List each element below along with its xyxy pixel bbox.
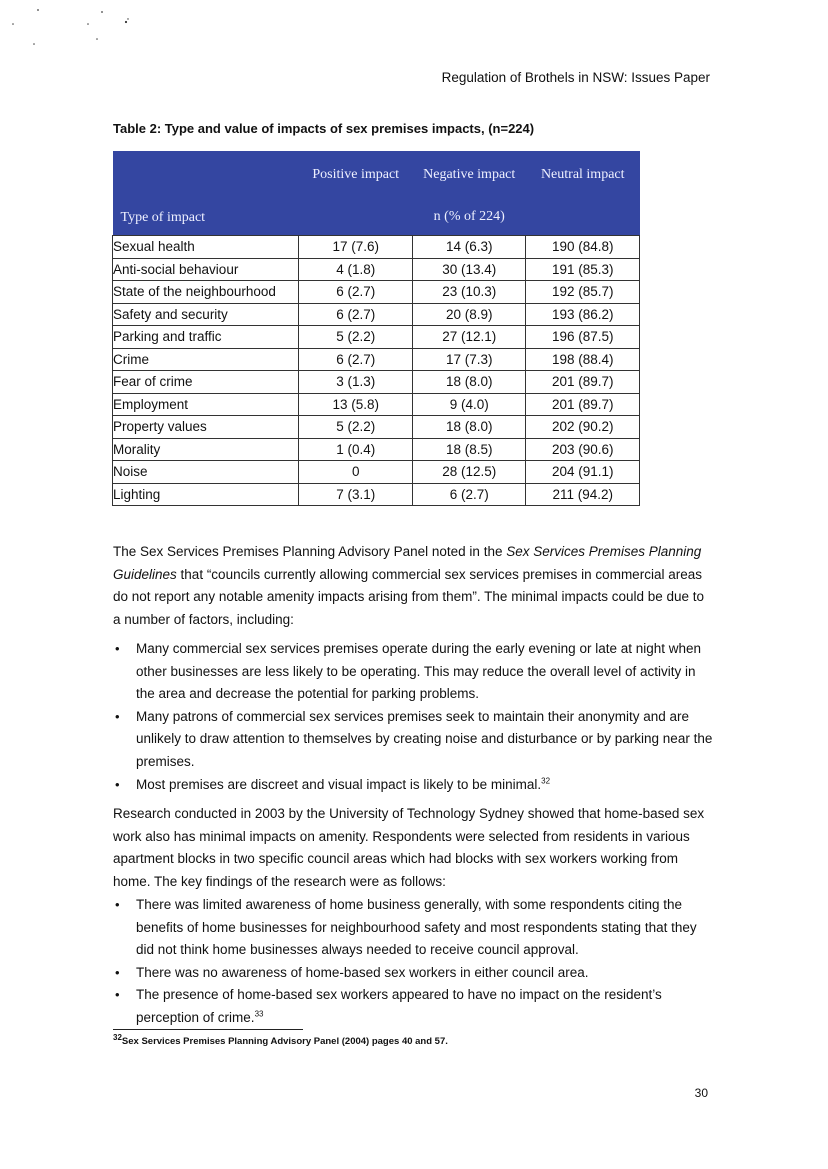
table-row bbox=[113, 483, 640, 506]
neutral-cell: 198 (88.4) bbox=[526, 348, 640, 371]
impact-type-cell: Noise bbox=[113, 461, 299, 484]
positive-cell: 5 (2.2) bbox=[299, 326, 413, 349]
impact-type-cell: State of the neighbourhood bbox=[113, 281, 299, 304]
neutral-cell: 193 (86.2) bbox=[526, 303, 640, 326]
list-item-text: There was limited awareness of home business generally, with some respondents citing the benefits of home businesses for neighbourhood safety and most respondents stating that they did not think home businesses always needed to receive council approval. bbox=[136, 897, 697, 958]
impacts-table bbox=[112, 151, 640, 506]
neutral-cell: 211 (94.2) bbox=[526, 483, 640, 506]
neutral-cell: 191 (85.3) bbox=[526, 258, 640, 281]
footnote-reference: 32 bbox=[541, 776, 551, 786]
table-row bbox=[113, 371, 640, 394]
impact-type-cell: Morality bbox=[113, 438, 299, 461]
list-item-text: Many commercial sex services premises operate during the early evening or late at night when other businesses are less likely to be operating. This may reduce the overall level of activity in the area and decrease the potential for parking problems. bbox=[136, 641, 702, 702]
paragraph-sex-services-panel bbox=[113, 541, 715, 631]
paragraph-uts-research bbox=[113, 803, 715, 893]
para1-before: The Sex Services Premises Planning Advisory Panel noted in the bbox=[113, 544, 507, 559]
neutral-cell: 201 (89.7) bbox=[526, 371, 640, 394]
table-caption: Table 2: Type and value of impacts of sex premises impacts, (n=224) bbox=[113, 121, 535, 136]
impact-type-cell: Parking and traffic bbox=[113, 326, 299, 349]
impact-type-cell: Lighting bbox=[113, 483, 299, 506]
negative-cell: 28 (12.5) bbox=[412, 461, 526, 484]
negative-cell: 6 (2.7) bbox=[412, 483, 526, 506]
list-item bbox=[113, 894, 715, 962]
neutral-cell: 196 (87.5) bbox=[526, 326, 640, 349]
table-row bbox=[113, 326, 640, 349]
negative-cell: 27 (12.1) bbox=[412, 326, 526, 349]
positive-cell: 5 (2.2) bbox=[299, 416, 413, 439]
impact-type-cell: Employment bbox=[113, 393, 299, 416]
negative-cell: 18 (8.5) bbox=[412, 438, 526, 461]
positive-cell: 0 bbox=[299, 461, 413, 484]
list-item-text: The presence of home-based sex workers appeared to have no impact on the resident’s perception of crime. bbox=[136, 987, 662, 1025]
neutral-cell: 203 (90.6) bbox=[526, 438, 640, 461]
bullet-icon: • bbox=[115, 897, 120, 912]
unit-header: n (% of 224) bbox=[299, 197, 640, 236]
positive-impact-header: Positive impact bbox=[299, 151, 413, 197]
impact-type-cell: Anti-social behaviour bbox=[113, 258, 299, 281]
positive-cell: 6 (2.7) bbox=[299, 303, 413, 326]
footnote-reference: 33 bbox=[254, 1009, 264, 1019]
negative-cell: 18 (8.0) bbox=[412, 416, 526, 439]
table-row bbox=[113, 236, 640, 259]
positive-cell: 6 (2.7) bbox=[299, 348, 413, 371]
bullet-icon: • bbox=[115, 708, 120, 724]
impact-type-cell: Property values bbox=[113, 416, 299, 439]
negative-cell: 30 (13.4) bbox=[412, 258, 526, 281]
positive-cell: 1 (0.4) bbox=[299, 438, 413, 461]
negative-cell: 23 (10.3) bbox=[412, 281, 526, 304]
footnote-text: Sex Services Premises Planning Advisory Panel (2004) pages 40 and 57. bbox=[121, 1036, 448, 1047]
neutral-cell: 201 (89.7) bbox=[526, 393, 640, 416]
footnote-rule bbox=[113, 1029, 303, 1030]
bullet-icon: • bbox=[115, 641, 120, 656]
table-row bbox=[113, 438, 640, 461]
negative-cell: 17 (7.3) bbox=[412, 348, 526, 371]
negative-cell: 18 (8.0) bbox=[412, 371, 526, 394]
bullet-list-findings bbox=[113, 894, 715, 1030]
neutral-impact-header: Neutral impact bbox=[526, 151, 640, 197]
scan-specks bbox=[0, 0, 140, 60]
impact-type-cell: Sexual health bbox=[113, 236, 299, 259]
negative-cell: 14 (6.3) bbox=[412, 236, 526, 259]
list-item bbox=[113, 638, 715, 706]
bullet-icon: • bbox=[115, 776, 120, 792]
table-row bbox=[113, 348, 640, 371]
bullet-icon: • bbox=[115, 987, 120, 1003]
positive-cell: 3 (1.3) bbox=[299, 371, 413, 394]
running-header: Regulation of Brothels in NSW: Issues Paper bbox=[441, 70, 710, 85]
neutral-cell: 192 (85.7) bbox=[526, 281, 640, 304]
negative-impact-header: Negative impact bbox=[412, 151, 526, 197]
neutral-cell: 204 (91.1) bbox=[526, 461, 640, 484]
list-item bbox=[113, 962, 715, 985]
table-row bbox=[113, 461, 640, 484]
table-row bbox=[113, 393, 640, 416]
page-number: 30 bbox=[694, 1086, 708, 1100]
list-item bbox=[113, 706, 715, 774]
guidelines-title: Sex Services Premises Planning Guidelines bbox=[113, 544, 702, 582]
list-item-text: Most premises are discreet and visual impact is likely to be minimal. bbox=[136, 776, 542, 792]
positive-cell: 17 (7.6) bbox=[299, 236, 413, 259]
list-item bbox=[113, 984, 715, 1029]
impact-type-cell: Safety and security bbox=[113, 303, 299, 326]
footnote-marker: 32 bbox=[113, 1032, 122, 1042]
impact-type-cell: Crime bbox=[113, 348, 299, 371]
bullet-list-factors bbox=[113, 638, 715, 796]
positive-cell: 6 (2.7) bbox=[299, 281, 413, 304]
type-of-impact-header: Type of impact bbox=[113, 151, 299, 236]
list-item bbox=[113, 774, 715, 797]
table-row bbox=[113, 258, 640, 281]
table-header-row bbox=[113, 151, 640, 197]
positive-cell: 13 (5.8) bbox=[299, 393, 413, 416]
negative-cell: 20 (8.9) bbox=[412, 303, 526, 326]
table-body bbox=[113, 236, 640, 506]
impact-type-cell: Fear of crime bbox=[113, 371, 299, 394]
negative-cell: 9 (4.0) bbox=[412, 393, 526, 416]
table-row bbox=[113, 303, 640, 326]
neutral-cell: 202 (90.2) bbox=[526, 416, 640, 439]
table-row bbox=[113, 416, 640, 439]
bullet-icon: • bbox=[115, 964, 120, 980]
positive-cell: 4 (1.8) bbox=[299, 258, 413, 281]
para2-text: Research conducted in 2003 by the University of Technology Sydney showed that home-based sex work also has minimal impacts on amenity. Respondents were selected from residents in various apartment blocks in two specific council areas which had blocks with sex workers working from home. The key findings of the research were as follows: bbox=[113, 806, 705, 889]
table-row bbox=[113, 281, 640, 304]
list-item-text: Many patrons of commercial sex services premises seek to maintain their anonymity and are unlikely to draw attention to themselves by creating noise and disturbance or by parking near the premises. bbox=[136, 708, 713, 769]
footnote bbox=[113, 1032, 448, 1047]
positive-cell: 7 (3.1) bbox=[299, 483, 413, 506]
neutral-cell: 190 (84.8) bbox=[526, 236, 640, 259]
para1-after: that “councils currently allowing commercial sex services premises in commercial areas do not report any notable amenity impacts arising from them”. The minimal impacts could be due to a number of factors, including: bbox=[113, 566, 705, 627]
list-item-text: There was no awareness of home-based sex workers in either council area. bbox=[136, 964, 589, 980]
